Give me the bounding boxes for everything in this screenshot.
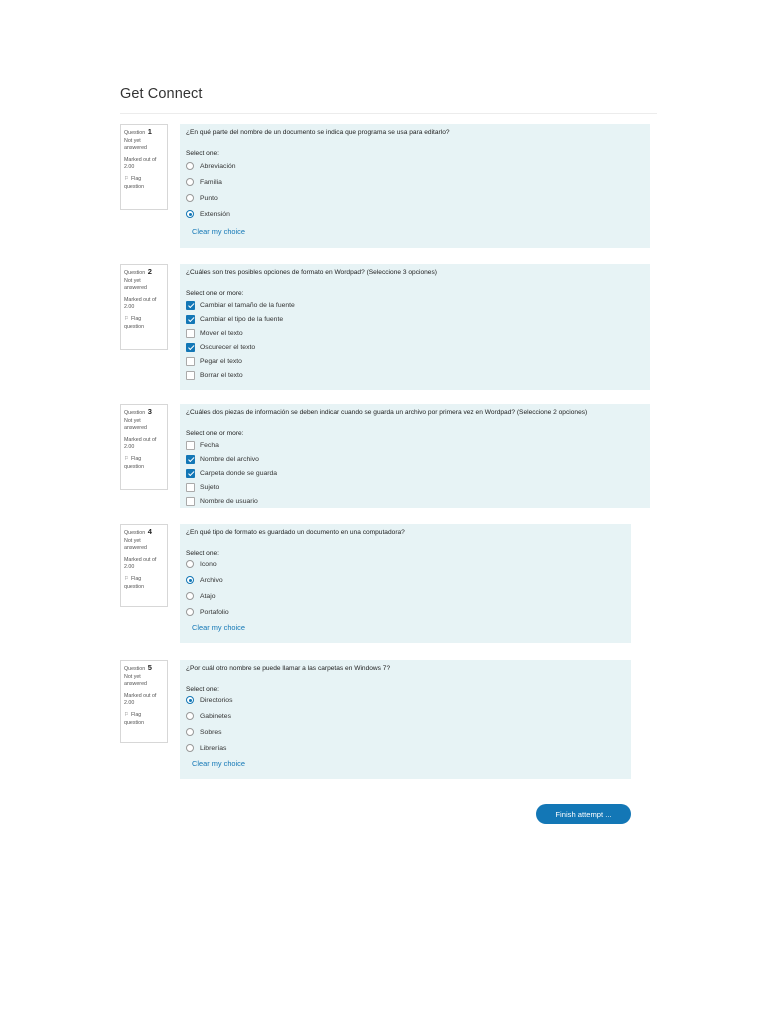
question-text: ¿Cuáles son tres posibles opciones de formato en Wordpad? (Seleccione 3 opciones) [186,269,437,276]
option-label: Fecha [200,441,219,449]
question-label: Question [124,410,146,416]
radio-option[interactable] [186,606,229,618]
checkbox-option[interactable] [186,467,277,479]
option-label: Oscurecer el texto [200,343,256,351]
checkbox-option[interactable] [186,341,255,353]
clear-choice-link[interactable]: Clear my choice [192,227,245,236]
question-label: Question [124,530,146,536]
question-status: answered [124,681,147,688]
checkbox-icon[interactable] [186,441,195,450]
question-number-value: 5 [147,663,152,672]
checkbox-icon[interactable] [186,497,195,506]
radio-option[interactable] [186,590,216,602]
finish-attempt-button[interactable]: Finish attempt ... [536,804,631,824]
question-number [124,128,167,138]
option-label: Carpeta donde se guarda [200,469,278,477]
option-label: Librerías [200,744,227,752]
checkbox-checked-icon[interactable] [186,469,195,478]
flag-question-toggle[interactable] [124,316,167,324]
option-label: Directorios [200,696,233,704]
flag-icon: ⚐ [124,455,129,462]
option-label: Punto [200,194,218,202]
option-label: Nombre del archivo [200,455,259,463]
question-number-value: 3 [147,407,152,416]
checkbox-checked-icon[interactable] [186,301,195,310]
checkbox-icon[interactable] [186,483,195,492]
flag-label: question [124,719,145,726]
radio-icon[interactable] [186,744,194,752]
option-label: Pegar el texto [200,357,242,365]
option-label: Sujeto [200,483,220,491]
radio-icon[interactable] [186,608,194,616]
answer-prompt: Select one or more: [186,430,244,437]
question-number-value: 1 [147,127,152,136]
option-label: Portafolio [200,608,229,616]
flag-question-toggle[interactable] [124,712,167,720]
question-grade: 2.00 [124,304,135,311]
question-label: Question [124,270,146,276]
question-text: ¿Por cuál otro nombre se puede llamar a las carpetas en Windows 7? [186,665,391,672]
radio-icon[interactable] [186,712,194,720]
radio-icon[interactable] [186,162,194,170]
question-text: ¿En qué parte del nombre de un documento se indica que programa se usa para editarlo? [186,129,450,136]
flag-label: Flag [130,575,142,582]
question-text: ¿Cuáles dos piezas de información se deben indicar cuando se guarda un archivo por primera vez en Wordpad? (Seleccione 2 opciones) [186,409,588,416]
question-status: answered [124,545,147,552]
checkbox-option[interactable] [186,355,242,367]
checkbox-option[interactable] [186,481,219,493]
question-number-value: 2 [147,267,152,276]
radio-option[interactable] [186,192,218,204]
radio-option[interactable] [186,726,222,738]
question-info [120,404,168,490]
question-grade: Marked out of [124,296,157,303]
flag-label: Flag [130,315,142,322]
checkbox-option[interactable] [186,313,283,325]
flag-label: Flag [130,455,142,462]
question-status: answered [124,145,147,152]
answer-prompt: Select one: [186,150,219,157]
option-label: Archivo [200,576,223,584]
checkbox-option[interactable] [186,369,243,381]
option-label: Borrar el texto [200,371,243,379]
clear-choice-link[interactable]: Clear my choice [192,623,245,632]
question-grade: 2.00 [124,700,135,707]
question-formulation [180,404,650,508]
option-label: Icono [200,560,217,568]
option-label: Familia [200,178,222,186]
flag-label: Flag [130,711,142,718]
radio-option[interactable] [186,160,236,172]
flag-label: Flag [130,175,142,182]
flag-label: question [124,463,145,470]
radio-icon[interactable] [186,592,194,600]
page-title: Get Connect [120,86,203,102]
flag-icon: ⚐ [124,315,129,322]
radio-selected-icon[interactable] [186,696,194,704]
flag-icon: ⚐ [124,175,129,182]
flag-label: question [124,583,145,590]
radio-option[interactable] [186,208,230,220]
checkbox-checked-icon[interactable] [186,455,195,464]
option-label: Cambiar el tamaño de la fuente [200,301,295,309]
checkbox-option[interactable] [186,327,243,339]
question-info [120,660,168,743]
question-grade: Marked out of [124,436,157,443]
question-label: Question [124,666,146,672]
radio-icon[interactable] [186,560,194,568]
question-status: Not yet [124,417,141,424]
radio-selected-icon[interactable] [186,576,194,584]
answer-prompt: Select one or more: [186,290,244,297]
checkbox-checked-icon[interactable] [186,343,195,352]
question-status: Not yet [124,277,141,284]
question-formulation [180,524,631,643]
question-grade: Marked out of [124,556,157,563]
question-number [124,268,167,278]
option-label: Cambiar el tipo de la fuente [200,315,284,323]
option-label: Mover el texto [200,329,243,337]
question-grade: 2.00 [124,444,135,451]
question-info [120,124,168,210]
radio-icon[interactable] [186,194,194,202]
option-label: Sobres [200,728,222,736]
question-info [120,264,168,350]
question-status: answered [124,285,147,292]
radio-option[interactable] [186,574,223,586]
question-status: Not yet [124,673,141,680]
question-text: ¿En qué tipo de formato es guardado un documento en una computadora? [186,529,405,536]
checkbox-icon[interactable] [186,357,195,366]
flag-icon: ⚐ [124,711,129,718]
checkbox-option[interactable] [186,299,295,311]
flag-question-toggle[interactable] [124,456,167,464]
title-divider [120,113,657,114]
question-formulation [180,124,650,248]
question-info [120,524,168,607]
question-label: Question [124,130,146,136]
answer-prompt: Select one: [186,550,219,557]
radio-option[interactable] [186,694,232,706]
checkbox-icon[interactable] [186,329,195,338]
checkbox-option[interactable] [186,495,258,507]
question-formulation [180,264,650,390]
radio-icon[interactable] [186,728,194,736]
clear-choice-link[interactable]: Clear my choice [192,759,245,768]
question-status: Not yet [124,137,141,144]
question-formulation [180,660,631,779]
option-label: Extensión [200,210,230,218]
question-status: Not yet [124,537,141,544]
radio-option[interactable] [186,710,231,722]
checkbox-option[interactable] [186,453,259,465]
checkbox-checked-icon[interactable] [186,315,195,324]
radio-option[interactable] [186,558,217,570]
question-number [124,408,167,418]
checkbox-icon[interactable] [186,371,195,380]
checkbox-option[interactable] [186,439,219,451]
radio-option[interactable] [186,742,226,754]
question-number [124,664,167,674]
option-label: Atajo [200,592,216,600]
flag-question-toggle[interactable] [124,576,167,584]
option-label: Gabinetes [200,712,231,720]
option-label: Nombre de usuario [200,497,258,505]
question-grade: Marked out of [124,156,157,163]
question-status: answered [124,425,147,432]
answer-prompt: Select one: [186,686,219,693]
question-grade: Marked out of [124,692,157,699]
flag-question-toggle[interactable] [124,176,167,184]
flag-icon: ⚐ [124,575,129,582]
question-grade: 2.00 [124,564,135,571]
flag-label: question [124,323,145,330]
option-label: Abreviación [200,162,236,170]
question-number [124,528,167,538]
question-grade: 2.00 [124,164,135,171]
flag-label: question [124,183,145,190]
question-number-value: 4 [147,527,152,536]
radio-icon[interactable] [186,178,194,186]
radio-option[interactable] [186,176,222,188]
radio-selected-icon[interactable] [186,210,194,218]
